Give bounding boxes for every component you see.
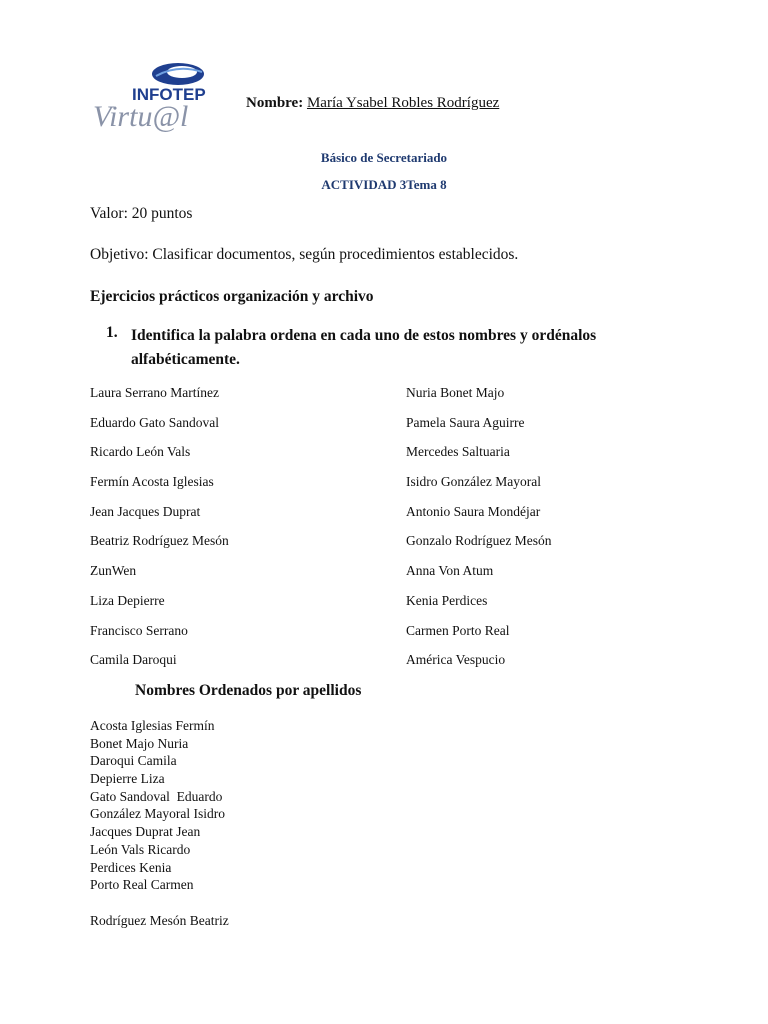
question-text: Identifica la palabra ordena en cada uno de estos nombres y ordénalos alfabéticamente. (131, 327, 597, 368)
list-item: Eduardo Gato Sandoval (90, 414, 219, 430)
list-item: Francisco Serrano (90, 622, 188, 638)
list-item: González Mayoral Isidro (90, 806, 225, 822)
svg-text:Virtu@l: Virtu@l (93, 100, 189, 132)
list-item: Carmen Porto Real (406, 622, 510, 638)
name-label: Nombre: (246, 95, 304, 111)
list-item: Perdices Kenia (90, 859, 172, 875)
section-title: Ejercicios prácticos organización y archivo (90, 288, 374, 305)
list-item: Jacques Duprat Jean (90, 824, 201, 840)
list-item: Mercedes Saltuaria (406, 444, 510, 460)
student-name (246, 95, 499, 112)
list-item: Isidro González Mayoral (406, 474, 541, 490)
list-item: Bonet Majo Nuria (90, 735, 189, 751)
objetivo-line: Objetivo: Clasificar documentos, según procedimientos establecidos. (90, 246, 519, 263)
list-item: Laura Serrano Martínez (90, 385, 219, 400)
list-item: Nuria Bonet Majo (406, 385, 505, 400)
course-title: Básico de Secretariado (320, 150, 448, 165)
list-item: ZunWen (90, 563, 137, 579)
list-item: Beatriz Rodríguez Mesón (90, 533, 229, 549)
name-value: María Ysabel Robles Rodríguez (306, 95, 500, 111)
sorted-list (90, 717, 225, 894)
list-item: Porto Real Carmen (90, 877, 194, 893)
list-item: Camila Daroqui (90, 652, 177, 668)
list-item: Anna Von Atum (406, 563, 494, 579)
names-right-column (406, 384, 551, 681)
valor-line: Valor: 20 puntos (90, 205, 193, 222)
names-left-column (90, 384, 229, 681)
list-item: América Vespucio (406, 652, 506, 668)
list-item: Gato Sandoval Eduardo (90, 788, 223, 804)
list-item: Antonio Saura Mondéjar (406, 503, 541, 519)
list-item: Pamela Saura Aguirre (406, 414, 525, 430)
list-item: Daroqui Camila (90, 753, 177, 769)
list-item: Liza Depierre (90, 592, 165, 608)
list-item: León Vals Ricardo (90, 841, 191, 857)
list-item: Depierre Liza (90, 771, 165, 787)
list-item: Fermín Acosta Iglesias (90, 474, 214, 490)
list-item: Acosta Iglesias Fermín (90, 718, 215, 733)
svg-text:INFOTEP: INFOTEP (132, 85, 206, 104)
sorted-title: Nombres Ordenados por apellidos (135, 682, 362, 699)
activity-title: ACTIVIDAD 3Tema 8 (321, 177, 447, 192)
list-item: Rodríguez Mesón Beatriz (90, 913, 229, 928)
list-item: Kenia Perdices (406, 592, 488, 608)
list-item: Ricardo León Vals (90, 444, 191, 460)
infotep-virtual-logo (90, 60, 215, 132)
question-number: 1. (106, 324, 118, 341)
list-item: Jean Jacques Duprat (90, 503, 201, 519)
list-item: Gonzalo Rodríguez Mesón (406, 533, 552, 549)
